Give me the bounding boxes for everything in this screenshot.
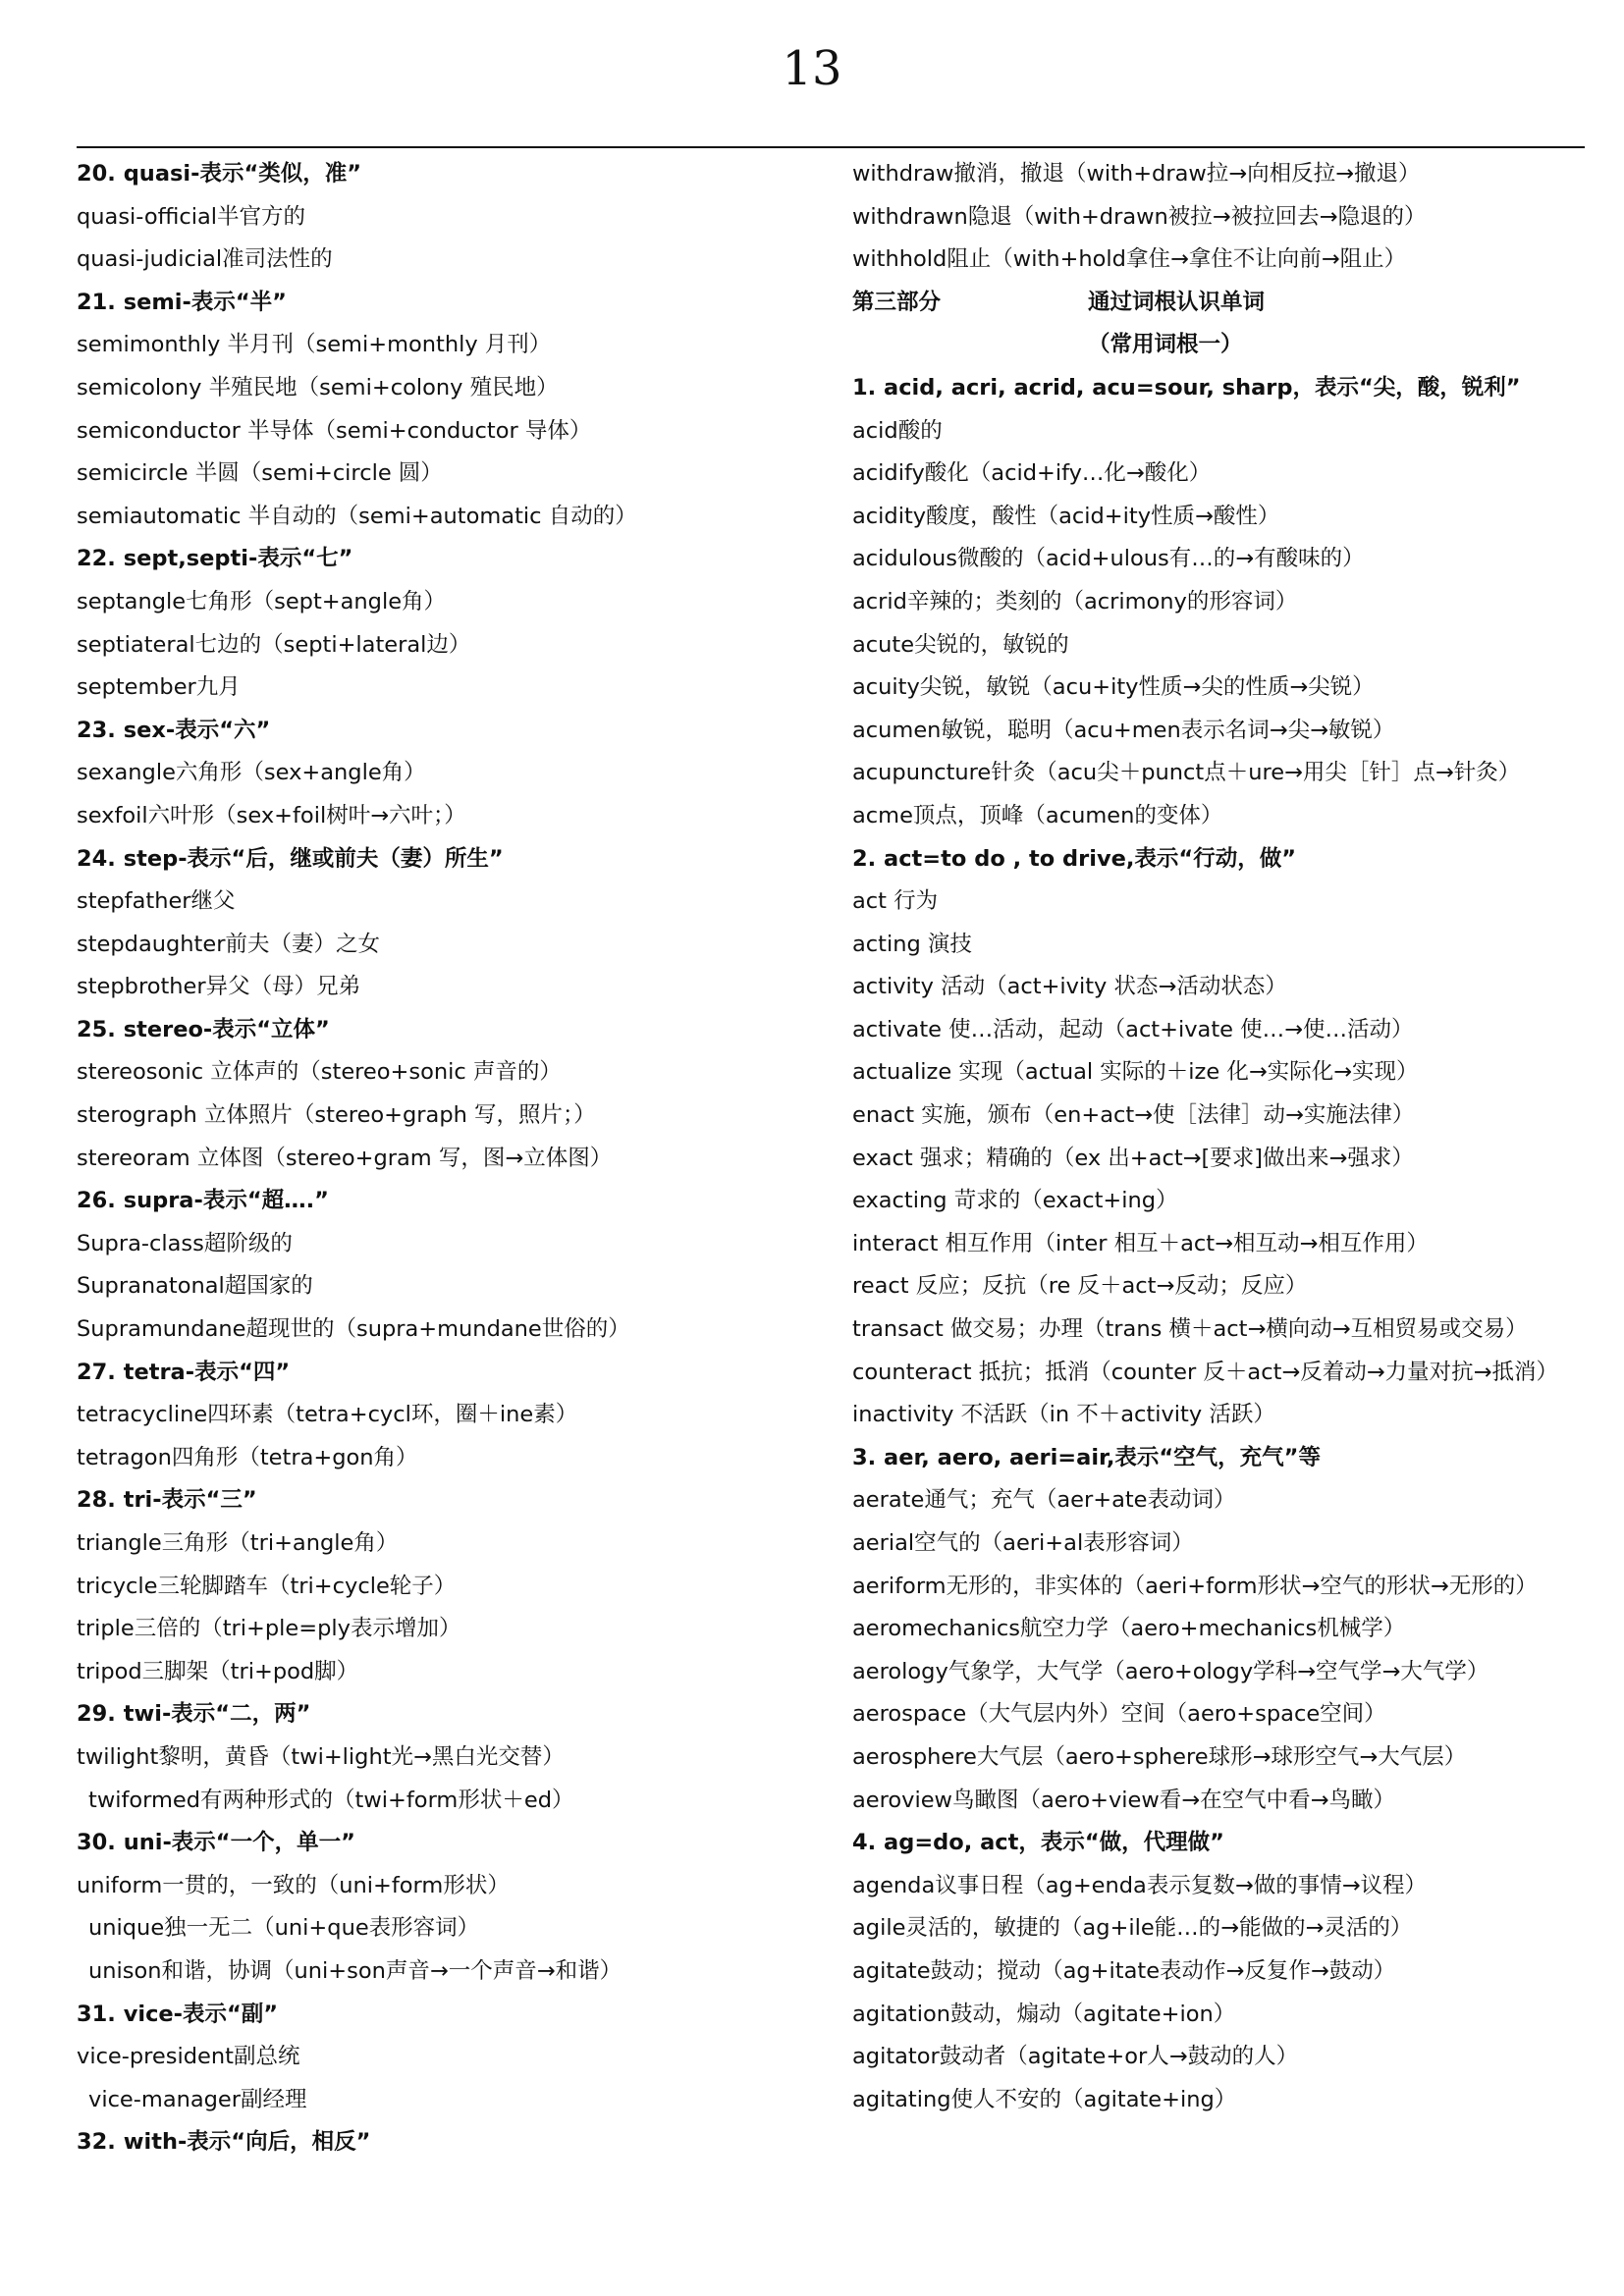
word-entry: aerial空气的（aeri+al表形容词）	[852, 1530, 1194, 1556]
word-entry: acuity尖锐，敏锐（acu+ity性质→尖的性质→尖锐）	[852, 674, 1375, 701]
section-heading: 20. quasi-表示“类似，准”	[77, 161, 362, 187]
word-entry: quasi-official半官方的	[77, 203, 306, 230]
word-entry: semicircle 半圆（semi+circle 圆）	[77, 460, 443, 487]
word-entry: quasi-judicial准司法性的	[77, 246, 333, 273]
word-entry: agenda议事日程（ag+enda表示复数→做的事情→议程）	[852, 1872, 1428, 1898]
word-entry: Supramundane超现世的（supra+mundane世俗的）	[77, 1316, 630, 1343]
page-number: 13	[782, 41, 842, 96]
word-entry: acidity酸度，酸性（acid+ity性质→酸性）	[852, 503, 1280, 529]
word-entry: acidulous微酸的（acid+ulous有…的→有酸味的）	[852, 546, 1365, 572]
word-entry: agitator鼓动者（agitate+or人→鼓动的人）	[852, 2044, 1299, 2070]
word-entry: enact 实施，颁布（en+act→使［法律］动→实施法律）	[852, 1102, 1415, 1129]
word-entry: twilight黎明，黄昏（twi+light光→黑白光交替）	[77, 1743, 565, 1770]
section-heading: 21. semi-表示“半”	[77, 289, 287, 315]
word-entry: semimonthly 半月刊（semi+monthly 月刊）	[77, 332, 552, 358]
section-heading: 30. uni-表示“一个，单一”	[77, 1830, 355, 1856]
section-heading: 28. tri-表示“三”	[77, 1487, 257, 1514]
word-entry: inactivity 不活跃（in 不＋activity 活跃）	[852, 1402, 1275, 1428]
section-heading: 26. supra-表示“超….”	[77, 1188, 329, 1214]
section-heading: 27. tetra-表示“四”	[77, 1359, 291, 1385]
word-entry: Supranatonal超国家的	[77, 1273, 313, 1300]
section-heading: 3. aer, aero, aeri=air,表示“空气，充气”等	[852, 1444, 1321, 1470]
word-entry: aerospace（大气层内外）空间（aero+space空间）	[852, 1701, 1386, 1728]
word-entry: semicolony 半殖民地（semi+colony 殖民地）	[77, 374, 559, 400]
word-entry: tetragon四角形（tetra+gon角）	[77, 1444, 418, 1470]
section-heading: 29. twi-表示“二，两”	[77, 1701, 311, 1728]
word-entry: aerate通气；充气（aer+ate表动词）	[852, 1487, 1236, 1514]
word-entry: triangle三角形（tri+angle角）	[77, 1530, 399, 1556]
word-entry: counteract 抵抗；抵消（counter 反＋act→反着动→力量对抗→抵消）	[852, 1359, 1558, 1385]
word-entry: transact 做交易；办理（trans 横＋act→横向动→互相贸易或交易）	[852, 1316, 1528, 1343]
word-entry: triple三倍的（tri+ple=ply表示增加）	[77, 1616, 461, 1642]
part-label: 第三部分	[852, 289, 942, 315]
word-entry: aerosphere大气层（aero+sphere球形→球形空气→大气层）	[852, 1743, 1467, 1770]
word-entry: actualize 实现（actual 实际的＋ize 化→实际化→实现）	[852, 1059, 1419, 1086]
word-entry: semiconductor 半导体（semi+conductor 导体）	[77, 417, 592, 444]
word-entry: interact 相互作用（inter 相互＋act→相互动→相互作用）	[852, 1230, 1429, 1256]
word-entry: activate 使…活动，起动（act+ivate 使…→使…活动）	[852, 1016, 1414, 1042]
word-entry: acumen敏锐，聪明（acu+men表示名词→尖→敏锐）	[852, 717, 1395, 743]
word-entry: unison和谐，协调（uni+son声音→一个声音→和谐）	[88, 1957, 623, 1984]
word-entry: aerology气象学，大气学（aero+ology学科→空气学→大气学）	[852, 1658, 1489, 1684]
word-entry: exact 强求；精确的（ex 出+act→[要求]做出来→强求）	[852, 1145, 1414, 1171]
word-entry: acute尖锐的，敏锐的	[852, 631, 1069, 658]
word-entry: tetracycline四环素（tetra+cycl环，圈＋ine素）	[77, 1402, 578, 1428]
word-entry: Supra-class超阶级的	[77, 1230, 293, 1256]
word-entry: twiformed有两种形式的（twi+form形状＋ed）	[88, 1787, 574, 1813]
word-entry: vice-president副总统	[77, 2044, 300, 2070]
section-heading: 2. act=to do , to drive,表示“行动，做”	[852, 845, 1296, 872]
word-entry: sexfoil六叶形（sex+foil树叶→六叶；）	[77, 802, 466, 828]
header-rule	[77, 146, 1585, 148]
word-entry: acupuncture针灸（acu尖＋punct点＋ure→用尖［针］点→针灸）	[852, 760, 1521, 786]
word-entry: aeriform无形的，非实体的（aeri+form形状→空气的形状→无形的）	[852, 1573, 1538, 1599]
word-entry: act 行为	[852, 888, 939, 915]
section-heading: 4. ag=do, act，表示“做，代理做”	[852, 1830, 1224, 1856]
section-heading: 25. stereo-表示“立体”	[77, 1016, 330, 1042]
part-title: 通过词根认识单词	[1088, 289, 1266, 315]
word-entry: aeroview鸟瞰图（aero+view看→在空气中看→鸟瞰）	[852, 1787, 1395, 1813]
section-heading: 31. vice-表示“副”	[77, 2001, 279, 2027]
word-entry: aeromechanics航空力学（aero+mechanics机械学）	[852, 1616, 1406, 1642]
word-entry: stereosonic 立体声的（stereo+sonic 声音的）	[77, 1059, 562, 1086]
word-entry: agitate鼓动；搅动（ag+itate表动作→反复作→鼓动）	[852, 1957, 1396, 1984]
word-entry: septiateral七边的（septi+lateral边）	[77, 631, 471, 658]
word-entry: acid酸的	[852, 417, 943, 444]
word-entry: withhold阻止（with+hold拿住→拿住不让向前→阻止）	[852, 246, 1407, 273]
word-entry: unique独一无二（uni+que表形容词）	[88, 1915, 480, 1942]
word-entry: tricycle三轮脚踏车（tri+cycle轮子）	[77, 1573, 457, 1599]
word-entry: stepfather继父	[77, 888, 236, 915]
section-heading: 1. acid, acri, acrid, acu=sour, sharp，表示“尖，酸，锐利”	[852, 374, 1521, 400]
word-entry: acme顶点，顶峰（acumen的变体）	[852, 802, 1223, 828]
word-entry: agile灵活的，敏捷的（ag+ile能…的→能做的→灵活的）	[852, 1915, 1413, 1942]
word-entry: vice-manager副经理	[88, 2086, 307, 2112]
word-entry: acidify酸化（acid+ify…化→酸化）	[852, 460, 1212, 487]
section-heading: 32. with-表示“向后，相反”	[77, 2129, 371, 2156]
section-heading: 22. sept,septi-表示“七”	[77, 546, 353, 572]
section-heading: 24. step-表示“后，继或前夫（妻）所生”	[77, 845, 504, 872]
word-entry: uniform一贯的，一致的（uni+form形状）	[77, 1872, 510, 1898]
word-entry: activity 活动（act+ivity 状态→活动状态）	[852, 974, 1287, 1000]
word-entry: sterograph 立体照片（stereo+graph 写，照片；）	[77, 1102, 596, 1129]
word-entry: agitation鼓动，煽动（agitate+ion）	[852, 2001, 1236, 2027]
word-entry: stereoram 立体图（stereo+gram 写，图→立体图）	[77, 1145, 613, 1171]
part-heading	[852, 282, 1591, 325]
word-entry: agitating使人不安的（agitate+ing）	[852, 2086, 1237, 2112]
word-entry: withdraw撤消，撤退（with+draw拉→向相反拉→撤退）	[852, 161, 1421, 187]
word-entry: stepbrother异父（母）兄弟	[77, 974, 361, 1000]
word-entry: stepdaughter前夫（妻）之女	[77, 931, 380, 957]
left-column	[77, 153, 823, 2164]
word-entry: septangle七角形（sept+angle角）	[77, 588, 447, 614]
word-entry: tripod三脚架（tri+pod脚）	[77, 1658, 359, 1684]
section-heading: 23. sex-表示“六”	[77, 717, 271, 743]
word-entry: september九月	[77, 674, 241, 701]
word-entry: semiautomatic 半自动的（semi+automatic 自动的）	[77, 503, 637, 529]
word-entry: exacting 苛求的（exact+ing）	[852, 1188, 1178, 1214]
part-subtitle: （常用词根一）	[1088, 332, 1243, 358]
word-entry: react 反应；反抗（re 反＋act→反动；反应）	[852, 1273, 1308, 1300]
word-entry: sexangle六角形（sex+angle角）	[77, 760, 426, 786]
word-entry: withdrawn隐退（with+drawn被拉→被拉回去→隐退的）	[852, 203, 1427, 230]
word-entry: acting 演技	[852, 931, 972, 957]
right-column	[852, 153, 1591, 2121]
word-entry: acrid辛辣的；类刻的（acrimony的形容词）	[852, 588, 1298, 614]
